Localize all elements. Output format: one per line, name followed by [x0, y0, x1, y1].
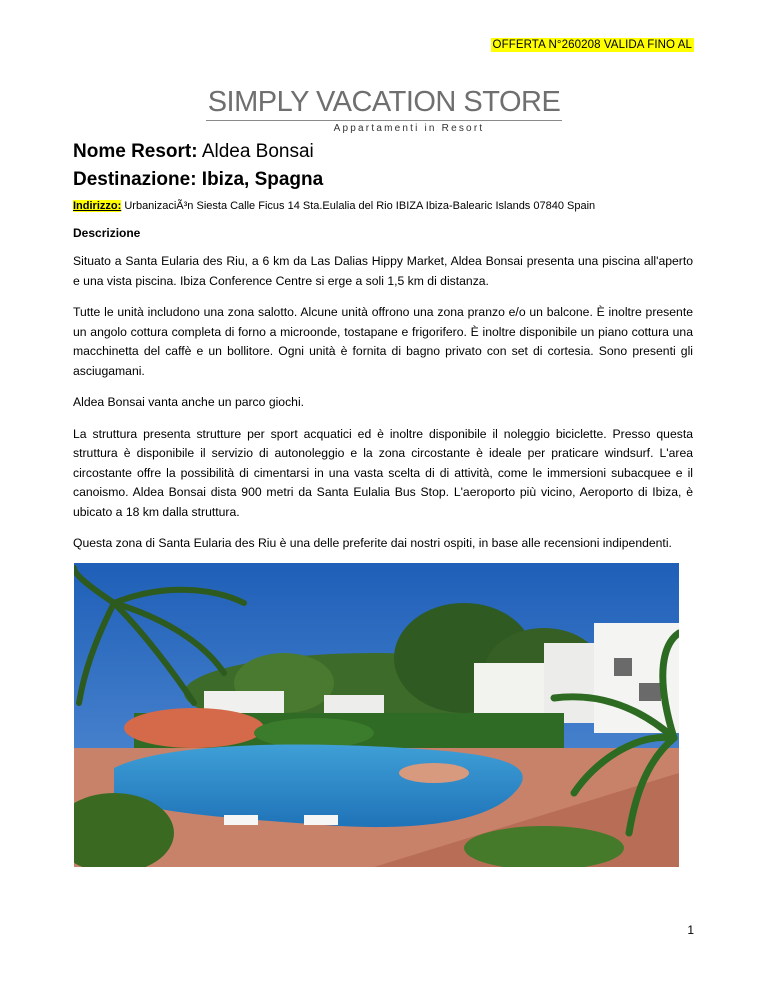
description-title: Descrizione	[73, 226, 141, 240]
address-label: Indirizzo:	[73, 200, 122, 212]
destination-line	[73, 166, 693, 194]
logo-subtitle: Appartamenti in Resort	[333, 123, 485, 134]
description-paragraph-2: Tutte le unità includono una zona salotto. Alcune unità offrono una zona pranzo e/o un balcone. È inoltre presente un angolo cottura completa di forno a microonde, tostapane e frigorifero. È inoltre disponibile un piano cottura una macchinetta del caffè e un bollitore. Ogni unità è fornita di bagno privato con set di cortesia. Sono presenti gli asciugamani.	[73, 305, 693, 378]
description-paragraph-5: Questa zona di Santa Eularia des Riu è una delle preferite dai nostri ospiti, in base alle recensioni indipendenti.	[73, 536, 672, 550]
address-line	[73, 200, 693, 212]
resort-name-line	[73, 138, 693, 166]
description-paragraph-3: Aldea Bonsai vanta anche un parco giochi.	[73, 395, 305, 409]
resort-name-value: Aldea Bonsai	[201, 141, 314, 162]
destination-text: Destinazione: Ibiza, Spagna	[73, 169, 324, 190]
brand-logo	[0, 86, 768, 134]
resort-pool-photo	[74, 563, 679, 867]
document-body	[73, 138, 693, 554]
page-number: 1	[687, 923, 694, 937]
offer-banner: OFFERTA N°260208 VALIDA FINO AL	[492, 39, 692, 51]
description-paragraph-1: Situato a Santa Eularia des Riu, a 6 km da Las Dalias Hippy Market, Aldea Bonsai presenta una piscina all'aperto e una vista piscina. Ibiza Conference Centre si erge a soli 1,5 km di distanza.	[73, 254, 693, 288]
logo-title: SIMPLY VACATION STORE	[206, 86, 563, 121]
description-paragraph-4: La struttura presenta strutture per sport acquatici ed è inoltre disponibile il noleggio biciclette. Presso questa struttura è disponibile il servizio di autonoleggio e la zona circostante è ideale per praticare windsurf. L'area circostante offre la possibilità di cimentarsi in una vasta scelta di di attività, come le immersioni subacquee e il canoismo. Aldea Bonsai dista 900 metri da Santa Eulalia Bus Stop. L'aeroporto più vicino, Aeroporto di Ibiza, è ubicato a 18 km dalla struttura.	[73, 426, 693, 519]
resort-name-label: Nome Resort:	[73, 141, 198, 162]
address-value: UrbanizaciÃ³n Siesta Calle Ficus 14 Sta.Eulalia del Rio IBIZA Ibiza-Balearic Islands 07840 Spain	[124, 200, 596, 212]
